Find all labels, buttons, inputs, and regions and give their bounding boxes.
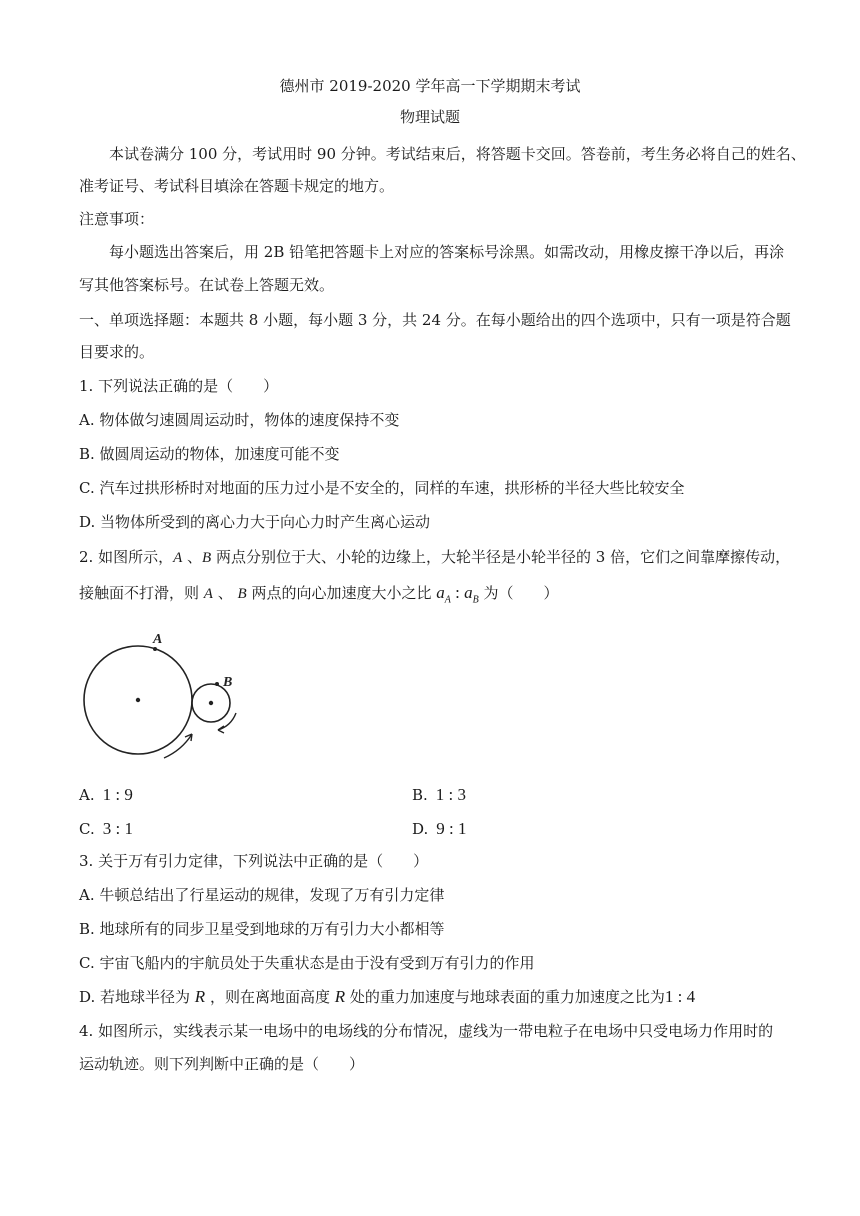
- q3-option-d-text: D. 若地球半径为: [79, 988, 195, 1006]
- section1-line-1: 一、单项选择题：本题共 8 小题，每小题 3 分，共 24 分。在每小题给出的四个选项中，只有一项是符合题: [79, 311, 791, 329]
- q2-ratio-a: a: [436, 583, 445, 602]
- q2-stem-line-1: [79, 547, 790, 568]
- q3-option-a: A. 牛顿总结出了行星运动的规律，发现了万有引力定律: [79, 886, 445, 904]
- point-a-label: A: [153, 632, 163, 647]
- exam-subtitle: 物理试题: [399, 108, 460, 126]
- point-b-label: B: [223, 675, 233, 690]
- q3-var-r: R: [334, 987, 346, 1006]
- q3-option-d-text: 处的重力加速度与地球表面的重力加速度之比为: [345, 988, 665, 1006]
- q2-stem-text: 为（ ）: [478, 584, 559, 602]
- q3-option-d-text: ，则在离地面高度: [205, 988, 335, 1006]
- q2-ratio-b: a: [464, 583, 473, 602]
- point-a-dot: [153, 647, 157, 651]
- q2-option-b-label: B.: [412, 786, 428, 804]
- q2-option-d-value: 9 : 1: [436, 819, 467, 838]
- intro-line-1: 本试卷满分 100 分，考试用时 90 分钟。考试结束后，将答题卡交回。答卷前，考生务必将自己的姓名、: [109, 145, 806, 163]
- q2-var-a: A: [203, 586, 213, 602]
- q2-var-a: A: [173, 550, 183, 566]
- small-wheel-center-dot: [209, 701, 213, 705]
- q2-sep: 、: [212, 584, 238, 602]
- exam-title: 德州市 2019-2020 学年高一下学期期末考试: [279, 77, 581, 95]
- q2-ratio-colon: :: [450, 583, 465, 602]
- q1-option-a: A. 物体做匀速圆周运动时，物体的速度保持不变: [79, 411, 400, 429]
- q4-stem-line-1: 4. 如图所示，实线表示某一电场中的电场线的分布情况，虚线为一带电粒子在电场中只受电场力作用时的: [79, 1022, 774, 1040]
- section1-line-2: 目要求的。: [79, 343, 155, 361]
- q2-option-d-label: D.: [412, 820, 429, 838]
- q1-option-b: B. 做圆周运动的物体，加速度可能不变: [79, 445, 340, 463]
- q1-stem: 1. 下列说法正确的是（ ）: [79, 377, 279, 395]
- q2-stem-line-2: [79, 583, 558, 604]
- q2-option-c-label: C.: [79, 820, 95, 838]
- notes-line-1: 每小题选出答案后，用 2B 铅笔把答题卡上对应的答案标号涂黑。如需改动，用橡皮擦干净以后，再涂: [109, 243, 785, 261]
- q2-option-a: [79, 785, 133, 805]
- q2-sep: 、: [182, 548, 203, 566]
- q2-option-c-value: 3 : 1: [102, 819, 133, 838]
- q3-var-r: R: [194, 987, 206, 1006]
- q2-var-b: B: [237, 586, 247, 602]
- q2-option-b-value: 1 : 3: [435, 785, 467, 804]
- q3-stem: 3. 关于万有引力定律，下列说法中正确的是（ ）: [79, 852, 429, 870]
- notes-line-2: 写其他答案标号。在试卷上答题无效。: [79, 276, 335, 294]
- q2-var-b: B: [202, 550, 212, 566]
- q2-stem-text: 接触面不打滑，则: [79, 584, 204, 602]
- q2-option-a-label: A.: [79, 786, 95, 804]
- q1-option-d: D. 当物体所受到的离心力大于向心力时产生离心运动: [79, 513, 431, 531]
- q4-stem-line-2: 运动轨迹。则下列判断中正确的是（ ）: [79, 1055, 365, 1073]
- q1-option-c: C. 汽车过拱形桥时对地面的压力过小是不安全的，同样的车速，拱形桥的半径大些比较安全: [79, 479, 685, 497]
- q2-wheel-figure: [78, 622, 248, 768]
- q2-option-c: [79, 819, 133, 839]
- q3-option-b: B. 地球所有的同步卫星受到地球的万有引力大小都相等: [79, 920, 445, 938]
- q2-option-a-value: 1 : 9: [102, 785, 133, 804]
- notes-title: 注意事项：: [79, 210, 155, 228]
- q3-option-d: [79, 987, 695, 1007]
- q2-stem-text: 两点分别位于大、小轮的边缘上，大轮半径是小轮半径的 3 倍，它们之间靠摩擦传动，: [211, 548, 791, 566]
- large-wheel-rotation-arrow: [164, 734, 192, 758]
- q2-option-b: [412, 785, 466, 805]
- q2-ratio-sub-a: A: [444, 594, 451, 606]
- q2-stem-text: 2. 如图所示，: [79, 548, 174, 566]
- q2-stem-text: 两点的向心加速度大小之比: [246, 584, 437, 602]
- intro-line-2: 准考证号、考试科目填涂在答题卡规定的地方。: [79, 177, 395, 195]
- q2-ratio-sub-b: B: [472, 594, 479, 606]
- q3-option-c: C. 宇宙飞船内的宇航员处于失重状态是由于没有受到万有引力的作用: [79, 954, 535, 972]
- large-wheel-center-dot: [136, 698, 140, 702]
- q3-option-d-ratio: 1 : 4: [664, 987, 696, 1006]
- point-b-dot: [215, 682, 219, 686]
- q2-option-d: [412, 819, 467, 839]
- q2-ratio: [436, 583, 479, 606]
